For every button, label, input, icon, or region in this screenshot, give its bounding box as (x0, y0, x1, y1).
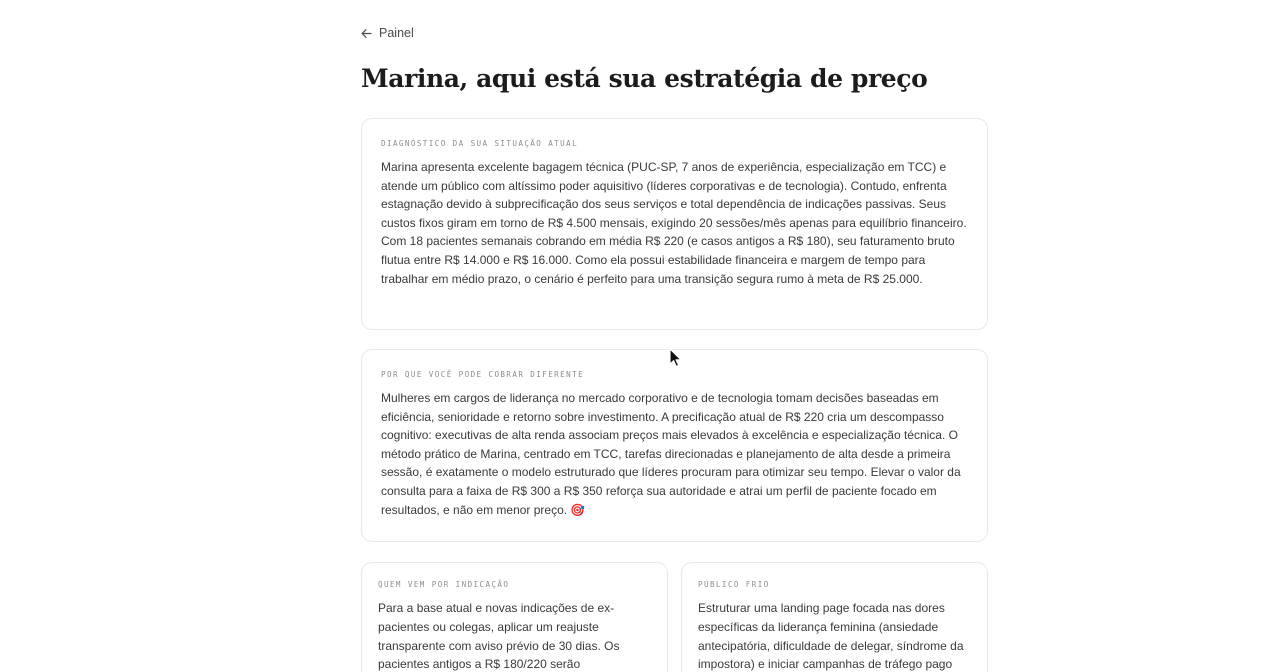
cold-audience-card (681, 562, 988, 672)
referral-card-label: QUEM VEM POR INDICAÇÃO (378, 580, 510, 589)
why-charge-different-card-label: POR QUE VOCÊ PODE COBRAR DIFERENTE (381, 370, 585, 379)
arrow-left-icon (361, 28, 372, 39)
cold-audience-card-label: PÚBLICO FRIO (698, 580, 770, 589)
diagnosis-card-text: Marina apresenta excelente bagagem técnica (PUC-SP, 7 anos de experiência, especialização em TCC) e atende um público com altíssimo poder aquisitivo (líderes corporativas e de tecnologia). Contudo, enfrenta estagnação devido à subprecificação dos seus serviços e total dependência de indicações passivas. Seus custos fixos giram em torno de R$ 4.500 mensais, exigindo 20 sessões/mês apenas para equilíbrio financeiro. Com 18 pacientes semanais cobrando em média R$ 220 (e casos antigos a R$ 180), seu faturamento bruto flutua entre R$ 14.000 e R$ 16.000. Como ela possui estabilidade financeira e margem de tempo para trabalhar em médio prazo, o cenário é perfeito para uma transição segura rumo à meta de R$ 25.000. (381, 160, 967, 286)
referral-card-text: Para a base atual e novas indicações de ex-pacientes ou colegas, aplicar um reajuste transparente com aviso prévio de 30 dias. Os pacientes antigos a R$ 180/220 serão (378, 601, 620, 672)
diagnosis-card-label: DIAGNÓSTICO DA SUA SITUAÇÃO ATUAL (381, 139, 579, 148)
back-to-dashboard-link[interactable] (361, 26, 414, 40)
referral-card (361, 562, 668, 672)
why-charge-different-card-text: Mulheres em cargos de liderança no mercado corporativo e de tecnologia tomam decisões baseadas em eficiência, senioridade e retorno sobre investimento. A precificação atual de R$ 220 cria um descompasso cognitivo: executivas de alta renda associam preços mais elevados à excelência e especialização técnica. O método prático de Marina, centrado em TCC, tarefas direcionadas e planejamento de alta desde a primeira sessão, é exatamente o modelo estruturado que líderes procuram para otimizar seu tempo. Elevar o valor da consulta para a faixa de R$ 300 a R$ 350 reforça sua autoridade e atrai um perfil de paciente focado em resultados, e não em menor preço. 🎯 (381, 391, 961, 517)
back-link-label: Painel (379, 26, 414, 40)
cold-audience-card-text: Estruturar uma landing page focada nas dores específicas da liderança feminina (ansiedade antecipatória, dificuldade de delegar, síndrome da impostora) e iniciar campanhas de tráfego pago (698, 601, 964, 672)
diagnosis-card (361, 118, 988, 330)
why-charge-different-card (361, 349, 988, 542)
page-title: Marina, aqui está sua estratégia de preço (361, 64, 928, 93)
